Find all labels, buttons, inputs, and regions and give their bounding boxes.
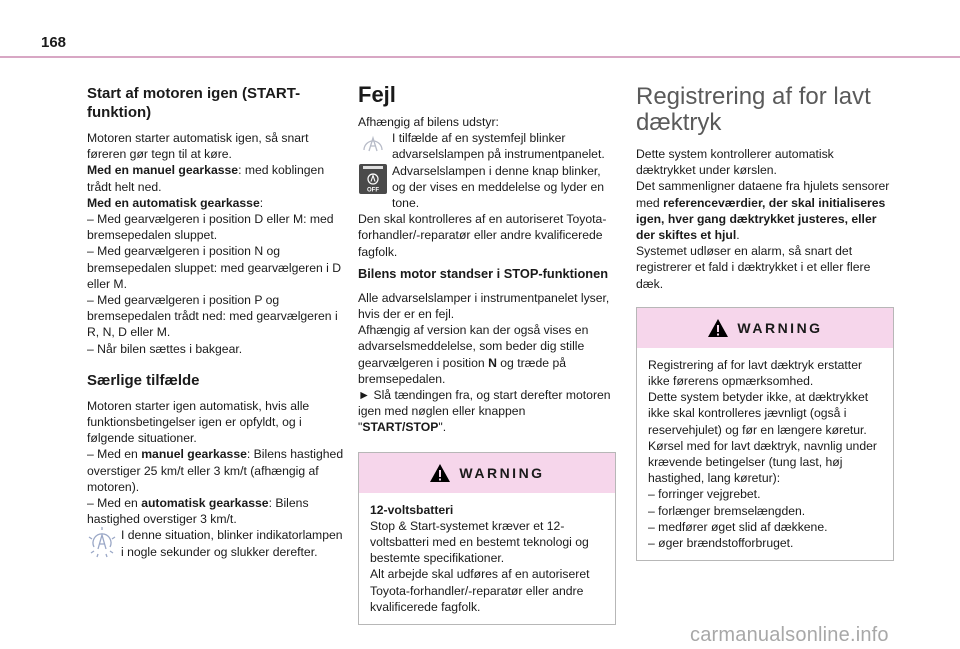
column-start-function xyxy=(87,84,345,564)
indicator-note xyxy=(87,527,345,563)
text: : xyxy=(259,195,264,210)
paragraph xyxy=(636,178,894,243)
text: Afhængig af version kan der også vises en advarselsmeddelelse, som beder dig stille gearvælgeren i position xyxy=(358,323,589,370)
text: – Med en xyxy=(87,447,142,462)
warning-triangle-icon xyxy=(707,318,729,338)
paragraph: Alt arbejde skal udføres af en autoriseret Toyota-forhandler/-reparatør eller andre kvalificerede fagfolk. xyxy=(370,567,590,614)
warning-header xyxy=(359,453,615,493)
text: : med koblingen trådt helt ned. xyxy=(87,163,325,194)
bold-text: manuel gearkasse xyxy=(141,447,247,462)
text: – Med en xyxy=(87,496,142,511)
section-heading-tyre: Registrering af for lavt dæktryk xyxy=(636,83,871,136)
paragraph: Kørsel med for lavt dæktryk, navnlig under krævende betingelser (tung last, høj hastighed, lang køretur): xyxy=(648,438,877,486)
header-rule xyxy=(0,56,960,58)
bold-text: START/STOP xyxy=(362,420,439,435)
auto-stop-warning-icon xyxy=(358,130,392,162)
list-item: – forlænger bremselængden. xyxy=(648,503,806,518)
warning-box-tyre xyxy=(636,307,894,561)
warning-title: WARNING xyxy=(737,319,823,336)
bold-text: 12-voltsbatteri xyxy=(370,502,454,517)
section-heading-start: Start af motoren igen (START-funktion) xyxy=(87,85,301,121)
paragraph: Systemet udløser en alarm, så snart det registrerer et fald i dæktrykket i et eller flere dæk. xyxy=(636,244,871,291)
paragraph: Registrering af for lavt dæktryk erstatter ikke førerens opmærksomhed. xyxy=(648,357,863,389)
text: : Bilens hastighed overstiger 25 km/t eller 3 km/t (afhængig af motoren). xyxy=(87,447,344,494)
column-fault xyxy=(358,82,616,625)
text: ► Slå tændingen fra, og start derefter motoren igen med nøglen eller knappen " xyxy=(358,388,611,435)
spacer xyxy=(87,357,345,367)
warning-triangle-icon xyxy=(429,463,451,483)
bold-text: Med en automatisk gearkasse xyxy=(87,195,260,210)
watermark: carmanualsonline.info xyxy=(690,624,889,646)
icon-text: I tilfælde af en systemfejl blinker advarselslampen på instrumentpanelet. xyxy=(392,131,605,162)
text: Det sammenligner dataene fra hjulets sensorer med xyxy=(636,179,890,210)
paragraph: Dette system kontrollerer automatisk dæktrykket under kørslen. xyxy=(636,147,834,178)
paragraph: Motoren starter igen automatisk, hvis alle funktionsbetingelser igen er opfyldt, og i følgende situationer. xyxy=(87,398,310,446)
section-heading-fault: Fejl xyxy=(358,82,396,107)
page-number: 168 xyxy=(41,34,67,51)
column-tyre-pressure xyxy=(636,84,894,561)
warning-body xyxy=(637,348,893,560)
fault-lamp-note xyxy=(358,130,616,162)
bold-text: N xyxy=(488,355,497,370)
section-heading-special: Særlige tilfælde xyxy=(87,371,200,389)
subheading-stop-mode: Bilens motor standser i STOP-funktionen xyxy=(358,265,609,281)
icon-text: Advarselslampen i denne knap blinker, og der vises en meddelelse og lyder en tone. xyxy=(392,163,605,211)
bold-text: automatisk gearkasse xyxy=(141,496,269,511)
paragraph: Alle advarselslamper i instrumentpanelet lyser, hvis der er en fejl. xyxy=(358,290,610,322)
list-item: – Med gearvælgeren i position N og bremsepedalen sluppet: med gearvælgeren i D eller M. xyxy=(87,244,342,291)
paragraph xyxy=(358,387,616,436)
text: . xyxy=(736,228,740,243)
paragraph: Stop & Start-systemet kræver et 12-voltsbatteri med en bestemt teknologi og bestemte specifikationer. xyxy=(370,518,589,566)
paragraph: Dette system betyder ikke, at dæktrykket ikke skal kontrolleres jævnligt (også i reservehjulet) og før en længere køretur. xyxy=(648,390,869,437)
paragraph xyxy=(358,322,616,387)
text: ". xyxy=(438,420,447,435)
list-item: – Med gearvælgeren i position P og bremsepedalen trådt ned: med gearvælgeren i R, N, D eller M. xyxy=(87,293,338,340)
list-item: – medfører øget slid af dækkene. xyxy=(648,519,828,534)
list-item xyxy=(87,446,345,495)
list-item: – Med gearvælgeren i position D eller M: med bremsepedalen sluppet. xyxy=(87,212,334,243)
list-item xyxy=(87,495,345,527)
paragraph: Motoren starter automatisk igen, så snart føreren gør tegn til at køre. xyxy=(87,131,309,162)
fault-button-note xyxy=(358,163,616,212)
warning-header xyxy=(637,308,893,348)
warning-box-battery xyxy=(358,452,616,625)
svg-text:OFF: OFF xyxy=(367,187,379,194)
bold-text: Med en manuel gearkasse xyxy=(87,163,239,178)
list-item: – forringer vejgrebet. xyxy=(648,487,761,502)
warning-title: WARNING xyxy=(459,464,545,481)
bold-text: referenceværdier, der skal initialiseres igen, hver gang dæktrykket justeres, eller der skiftes et hjul xyxy=(636,195,886,243)
list-item: – øger brændstofforbruget. xyxy=(648,536,794,551)
paragraph: Afhængig af bilens udstyr: xyxy=(358,115,499,129)
icon-text: I denne situation, blinker indikatorlampen i nogle sekunder og slukker derefter. xyxy=(121,528,343,559)
stop-start-off-button-icon xyxy=(358,163,392,199)
list-item: – Når bilen sættes i bakgear. xyxy=(87,341,243,356)
paragraph-manual xyxy=(87,162,345,194)
paragraph-automatic xyxy=(87,195,345,211)
auto-stop-flashing-icon xyxy=(87,527,121,563)
text: og træde på bremsepedalen. xyxy=(358,355,566,386)
text: : Bilens hastighed overstiger 3 km/t. xyxy=(87,496,309,527)
paragraph: Den skal kontrolleres af en autoriseret Toyota-forhandler/-reparatør eller andre kvalificerede fagfolk. xyxy=(358,212,607,259)
warning-body xyxy=(359,493,615,624)
